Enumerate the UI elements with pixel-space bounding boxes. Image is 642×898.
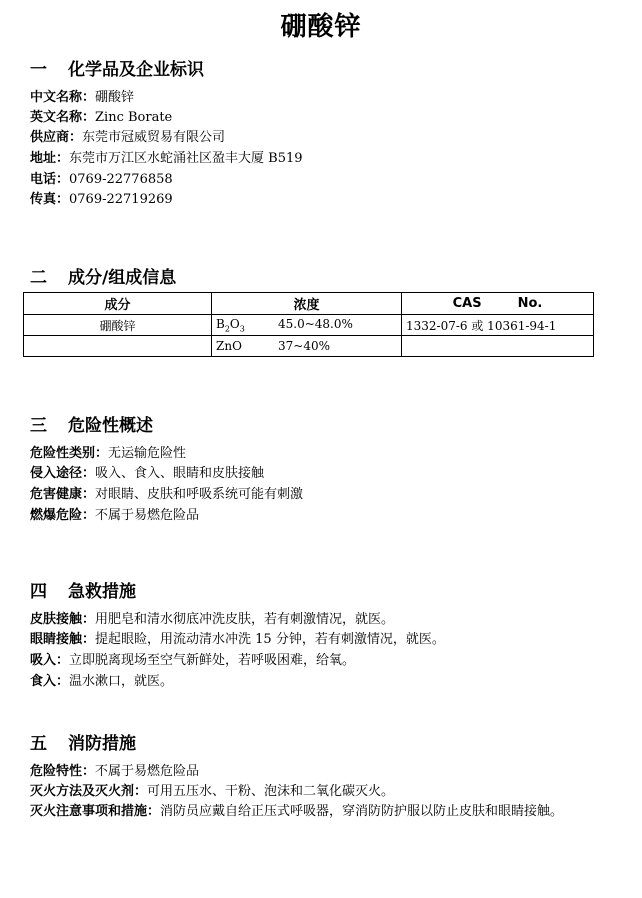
field-extinguishing-method: 灭火方法及灭火剂：可用五压水、干粉、泡沫和二氧化碳灭火。 [30, 784, 395, 799]
section-number: 二 [30, 268, 47, 288]
section-heading-2 [30, 263, 176, 288]
section-title: 消防措施 [68, 734, 136, 754]
section-heading-4 [30, 577, 136, 602]
section-title: 危险性概述 [68, 416, 153, 436]
table-header-row [24, 293, 594, 315]
section-heading-5 [30, 729, 136, 754]
cell-component: 硼酸锌 [24, 315, 212, 336]
section-number: 一 [30, 60, 47, 80]
field-exposure-route: 侵入途径：吸入、食入、眼睛和皮肤接触 [30, 466, 265, 481]
section-heading-1 [30, 55, 204, 80]
section-title: 化学品及企业标识 [68, 60, 204, 80]
field-skin-contact: 皮肤接触：用肥皂和清水彻底冲洗皮肤，若有刺激情况，就医。 [30, 612, 395, 627]
field-inhalation: 吸入：立即脱离现场至空气新鲜处，若呼吸困难，给氧。 [30, 653, 356, 668]
composition-table [23, 292, 594, 357]
field-eye-contact: 眼睛接触：提起眼睑，用流动清水冲洗 15 分钟，若有刺激情况，就医。 [30, 632, 445, 647]
field-english-name: 英文名称：Zinc Borate [30, 110, 173, 125]
section-number: 四 [30, 582, 47, 602]
cell-cas: 1332-07-6 或 10361-94-1 [402, 315, 594, 336]
header-cas: CAS No. [402, 293, 594, 315]
section-number: 五 [30, 734, 47, 754]
header-component: 成分 [24, 293, 212, 315]
chemical-formula: ZnO [216, 339, 242, 353]
field-address: 地址：东莞市万江区水蛇涌社区盈丰大厦 B519 [30, 151, 303, 166]
section-title: 成分/组成信息 [68, 268, 177, 288]
section-title: 急救措施 [68, 582, 136, 602]
field-phone: 电话：0769-22776858 [30, 172, 173, 187]
field-chinese-name: 中文名称：硼酸锌 [30, 90, 135, 105]
field-supplier: 供应商：东莞市冠威贸易有限公司 [30, 130, 226, 145]
field-hazard-properties: 危险特性：不属于易燃危险品 [30, 764, 200, 779]
field-fax: 传真：0769-22719269 [30, 192, 173, 207]
field-health-hazard: 危害健康：对眼睛、皮肤和呼吸系统可能有刺激 [30, 487, 304, 502]
cell-concentration: $B_2O_3$ 45.0~48.0% [212, 315, 402, 336]
field-ingestion: 食入：温水漱口，就医。 [30, 674, 174, 689]
field-hazard-class: 危险性类别：无运输危险性 [30, 446, 187, 461]
chemical-formula: $B_2O_3$ [216, 316, 245, 334]
cell-concentration: ZnO 37~40% [212, 336, 402, 357]
field-firefighting-precautions: 灭火注意事项和措施：消防员应戴自给正压式呼吸器，穿消防防护服以防止皮肤和眼睛接触。 [30, 804, 564, 819]
table-row [24, 336, 594, 357]
section-number: 三 [30, 416, 47, 436]
header-concentration: 浓度 [212, 293, 402, 315]
page-title: 硼酸锌 [280, 12, 362, 42]
section-heading-3 [30, 411, 153, 436]
table-row [24, 315, 594, 336]
cell-cas [402, 336, 594, 357]
cell-component [24, 336, 212, 357]
field-fire-hazard: 燃爆危险：不属于易燃危险品 [30, 508, 200, 523]
